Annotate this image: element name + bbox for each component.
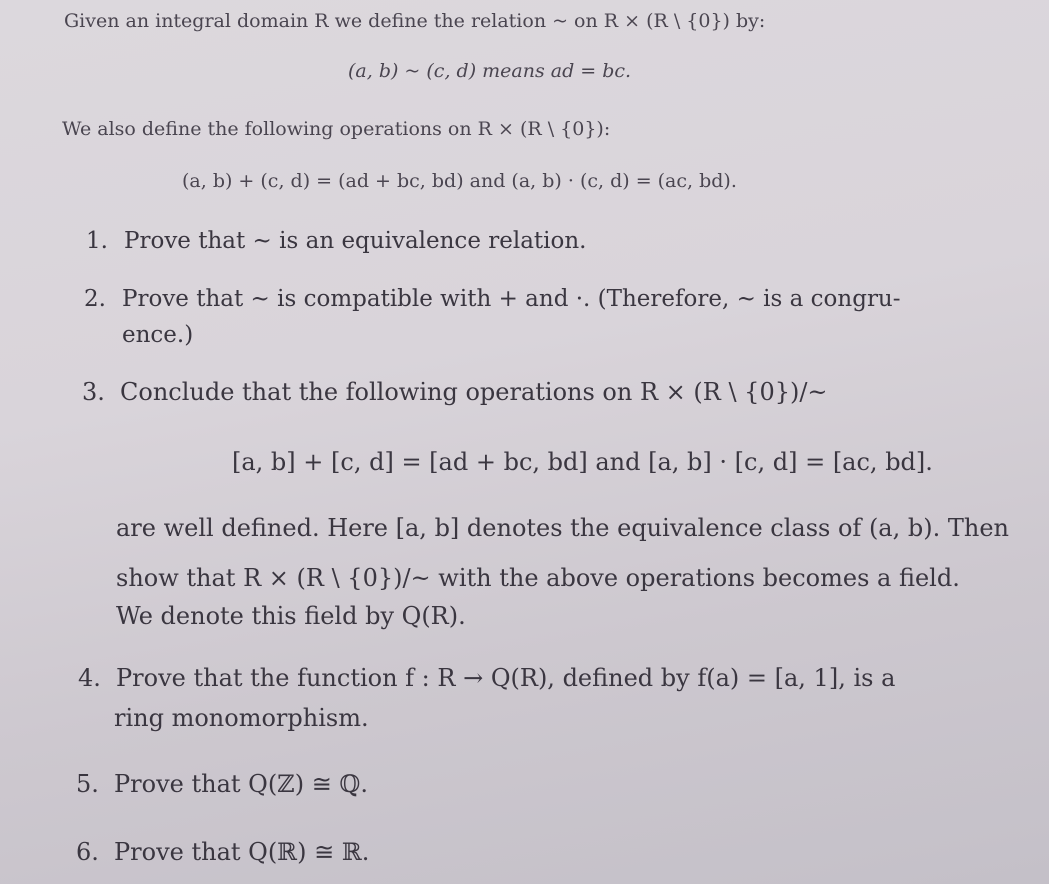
item-number: 3. <box>82 378 105 406</box>
item-text: Prove that ~ is an equivalence relation. <box>124 228 587 254</box>
item-text: Prove that Q(ℤ) ≅ ℚ. <box>114 770 368 798</box>
problem-item-3-line-4: We denote this field by Q(R). <box>116 602 466 630</box>
item-number: 1. <box>86 228 108 254</box>
relation-equation: (a, b) ~ (c, d) means ad = bc. <box>348 60 632 82</box>
item-text: Conclude that the following operations on R × (R \ {0})/~ <box>120 378 828 406</box>
item-number: 6. <box>76 838 99 866</box>
intro-line-2: We also define the following operations on R × (R \ {0}): <box>62 118 611 140</box>
problem-item-2-continuation: ence.) <box>122 322 194 348</box>
problem-item-6 <box>76 838 369 866</box>
item-text: Prove that the function f : R → Q(R), defined by f(a) = [a, 1], is a <box>116 664 896 692</box>
problem-item-3-line-3: show that R × (R \ {0})/~ with the above operations becomes a field. <box>116 564 960 592</box>
problem-item-2 <box>84 286 901 312</box>
operations-equation: (a, b) + (c, d) = (ad + bc, bd) and (a, b) · (c, d) = (ac, bd). <box>182 170 737 192</box>
problem-item-1 <box>86 228 586 254</box>
problem-item-3 <box>82 378 828 406</box>
item-number: 2. <box>84 286 106 312</box>
item-number: 4. <box>78 664 101 692</box>
item-text: Prove that Q(ℝ) ≅ ℝ. <box>114 838 370 866</box>
item-text: Prove that ~ is compatible with + and ·. (Therefore, ~ is a congru- <box>122 286 901 312</box>
intro-line-1: Given an integral domain R we define the relation ~ on R × (R \ {0}) by: <box>64 10 766 32</box>
problem-item-4-continuation: ring monomorphism. <box>114 704 369 732</box>
problem-item-4 <box>78 664 895 692</box>
problem-item-3-line-2: are well defined. Here [a, b] denotes the equivalence class of (a, b). Then <box>116 514 1009 542</box>
problem-item-5 <box>76 770 368 798</box>
item-number: 5. <box>76 770 99 798</box>
class-operations-equation: [a, b] + [c, d] = [ad + bc, bd] and [a, b] · [c, d] = [ac, bd]. <box>232 448 933 476</box>
